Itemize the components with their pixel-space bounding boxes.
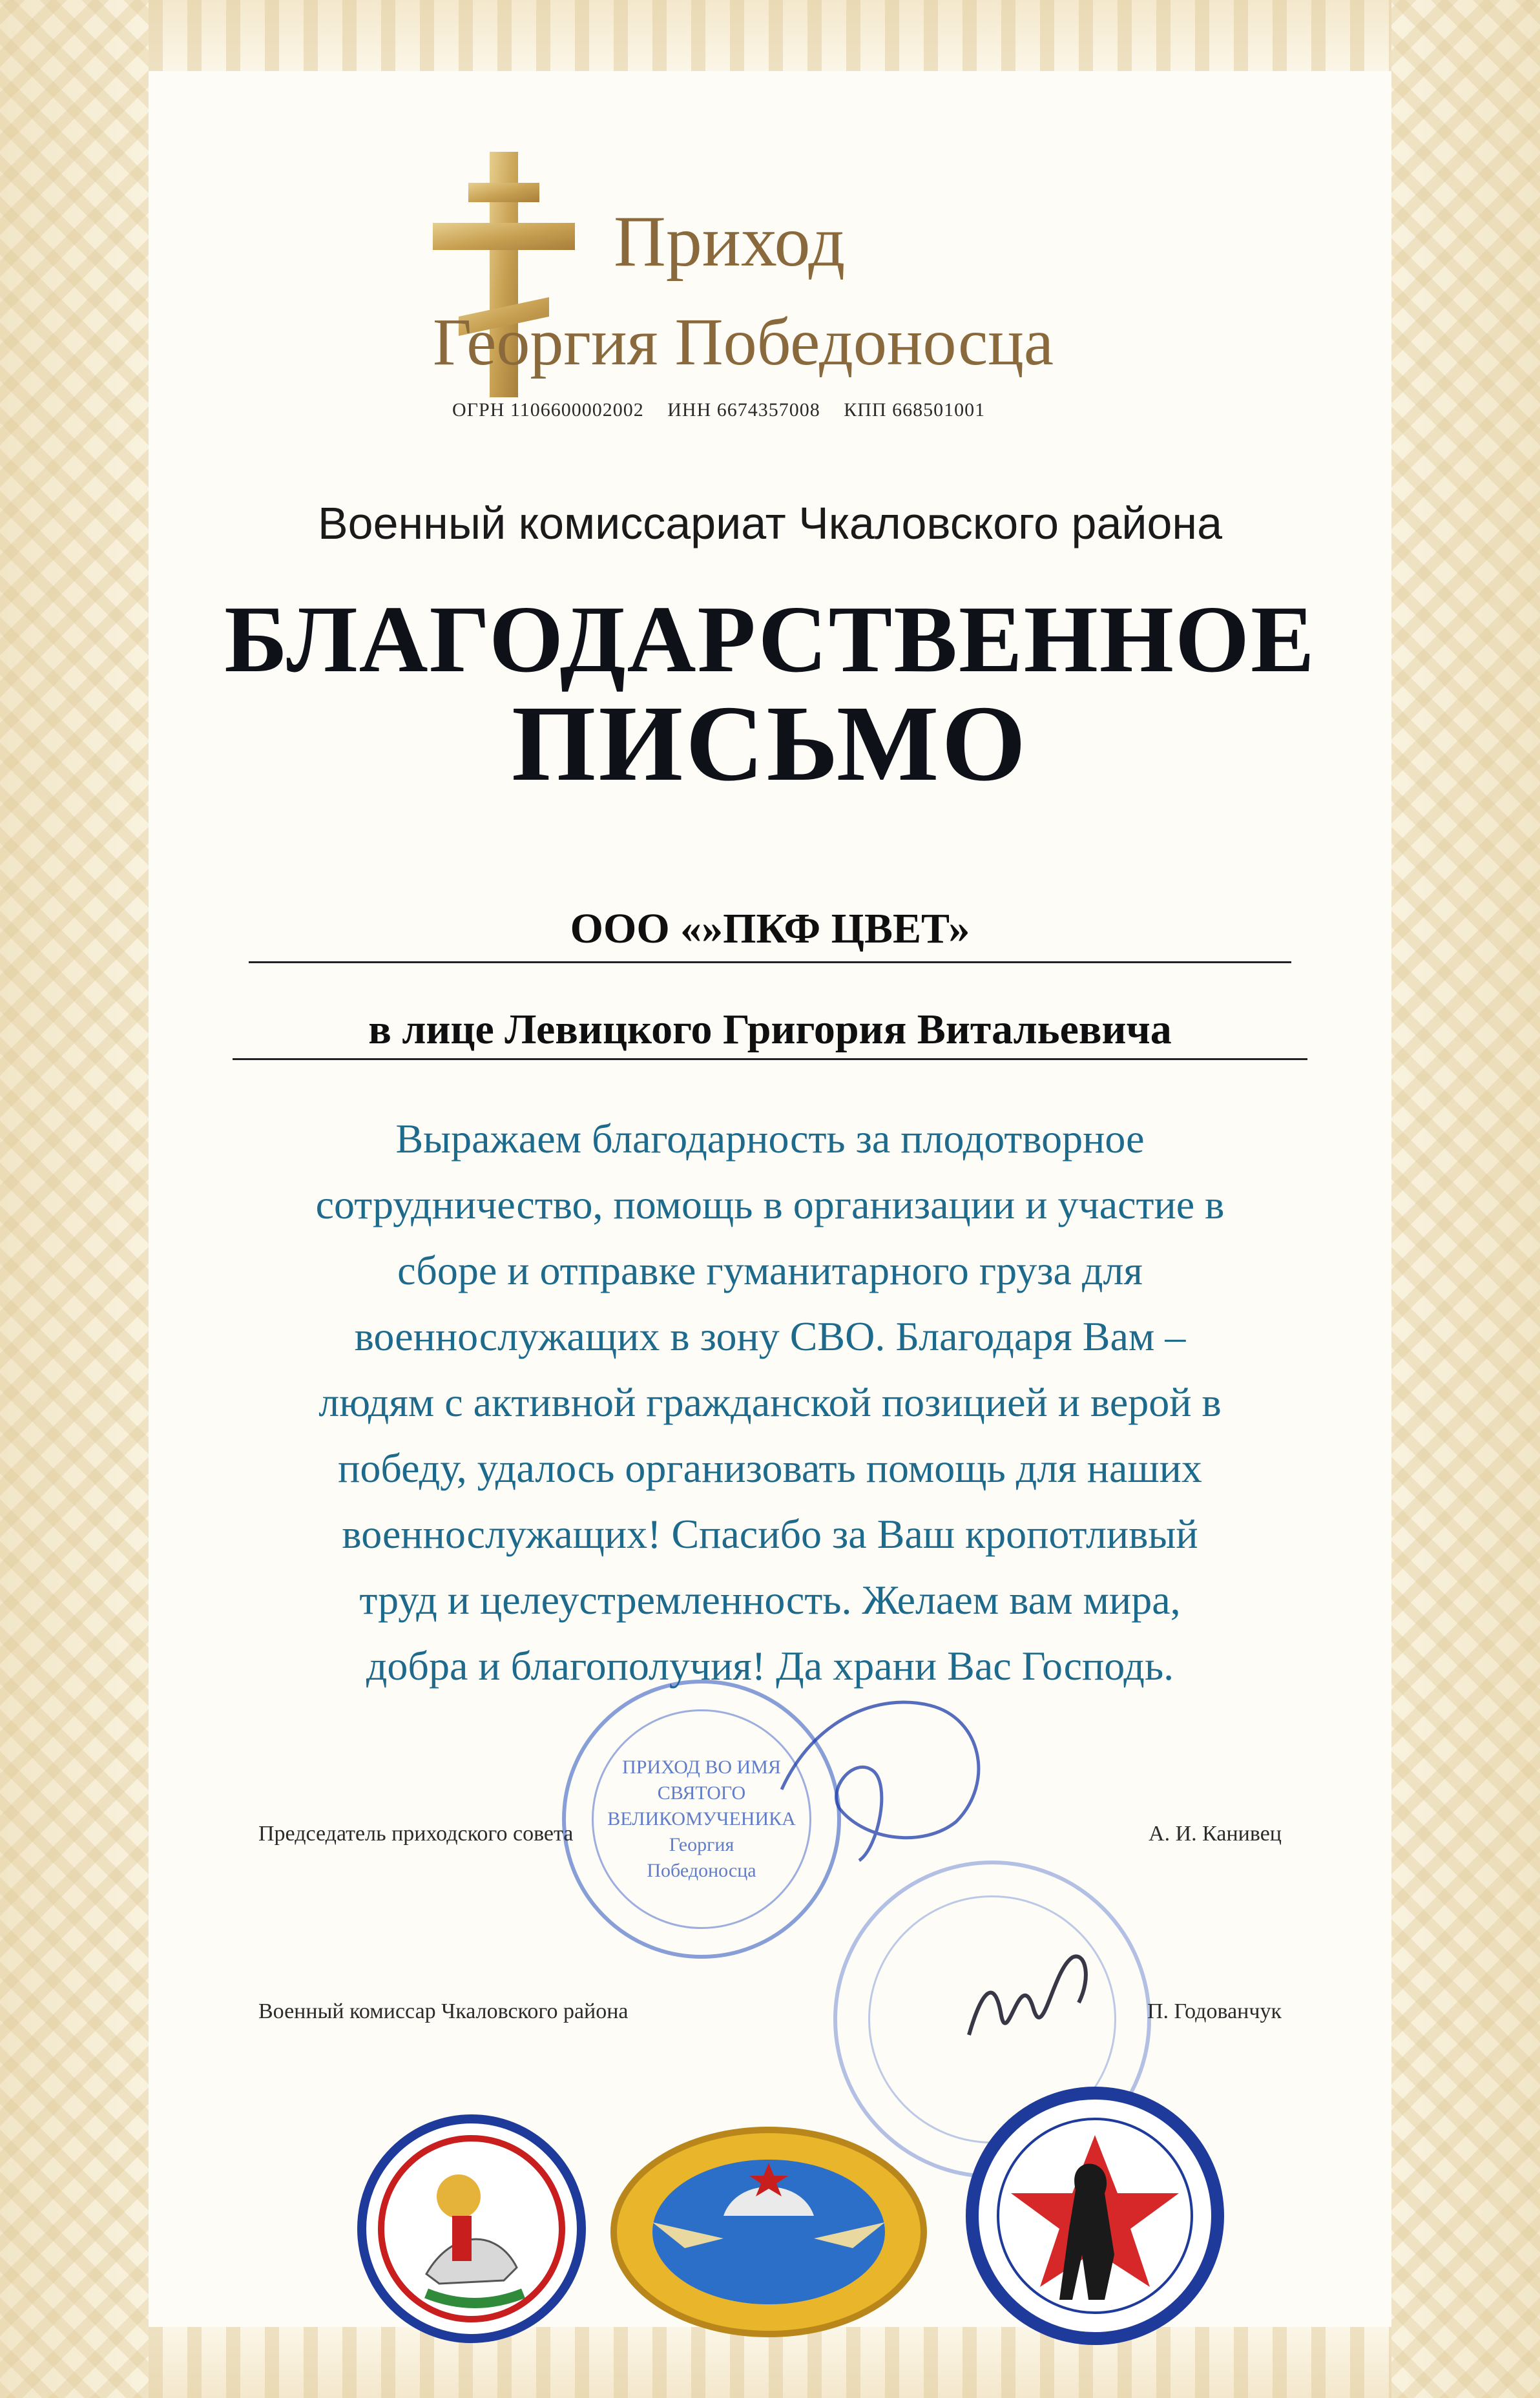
signer-name: П. Годованчук bbox=[1147, 1999, 1282, 2023]
issuer-name: Военный комиссариат Чкаловского района bbox=[317, 498, 1223, 548]
parish-name-line2: Георгия Победоносца bbox=[433, 305, 1054, 379]
signer-role: Военный комиссар Чкаловского района bbox=[258, 1999, 629, 2023]
kpp-number: КПП 668501001 bbox=[844, 399, 986, 421]
gratitude-text bbox=[220, 1106, 1320, 1699]
ornament-border-right bbox=[1391, 0, 1540, 2398]
body-line: победу, удалось организовать помощь для наших bbox=[338, 1445, 1202, 1491]
parish-name-line1: Приход bbox=[614, 202, 846, 282]
body-line: добра и благополучия! Да храни Вас Господь. bbox=[366, 1643, 1174, 1689]
document-title-line1: БЛАГОДАРСТВЕННОЕ bbox=[224, 587, 1316, 693]
underline bbox=[249, 961, 1291, 963]
saint-george-emblem-icon bbox=[355, 2112, 588, 2345]
signer-role: Председатель приходского совета bbox=[258, 1822, 574, 1846]
body-line: Выражаем благодарность за плодотворное bbox=[395, 1116, 1145, 1162]
document-title-line2: ПИСЬМО bbox=[511, 683, 1029, 804]
body-line: труд и целеустремленность. Желаем вам мира, bbox=[359, 1577, 1181, 1623]
signer-name: А. И. Канивец bbox=[1149, 1822, 1282, 1846]
body-line: сотрудничество, помощь в организации и участие в bbox=[315, 1182, 1225, 1227]
signature-icon bbox=[956, 1938, 1111, 2067]
signature-icon bbox=[762, 1680, 1008, 1873]
body-line: военнослужащих! Спасибо за Ваш кропотливый bbox=[342, 1511, 1198, 1557]
ornament-border-left bbox=[0, 0, 149, 2398]
veterans-organization-emblem-icon bbox=[966, 2087, 1224, 2345]
certificate-content bbox=[194, 0, 1346, 2398]
inn-number: ИНН 6674357008 bbox=[667, 399, 820, 421]
body-line: людям с активной гражданской позицией и верой в bbox=[318, 1379, 1222, 1425]
body-line: военнослужащих в зону СВО. Благодаря Вам – bbox=[354, 1313, 1186, 1359]
underline bbox=[233, 1058, 1307, 1060]
body-line: сборе и отправке гуманитарного груза для bbox=[397, 1247, 1143, 1293]
registration-details bbox=[452, 399, 1292, 421]
ogrn-number: ОГРН 1106600002002 bbox=[452, 399, 644, 421]
stamp-text: ПРИХОД ВО ИМЯ СВЯТОГО ВЕЛИКОМУЧЕНИКА Георгия Победоносца bbox=[607, 1757, 796, 1881]
recipient-organization: ООО «»ПКФ ЦВЕТ» bbox=[570, 905, 970, 952]
recipient-person: в лице Левицкого Григория Витальевича bbox=[368, 1006, 1172, 1053]
paratroopers-union-emblem-icon bbox=[607, 2125, 930, 2339]
